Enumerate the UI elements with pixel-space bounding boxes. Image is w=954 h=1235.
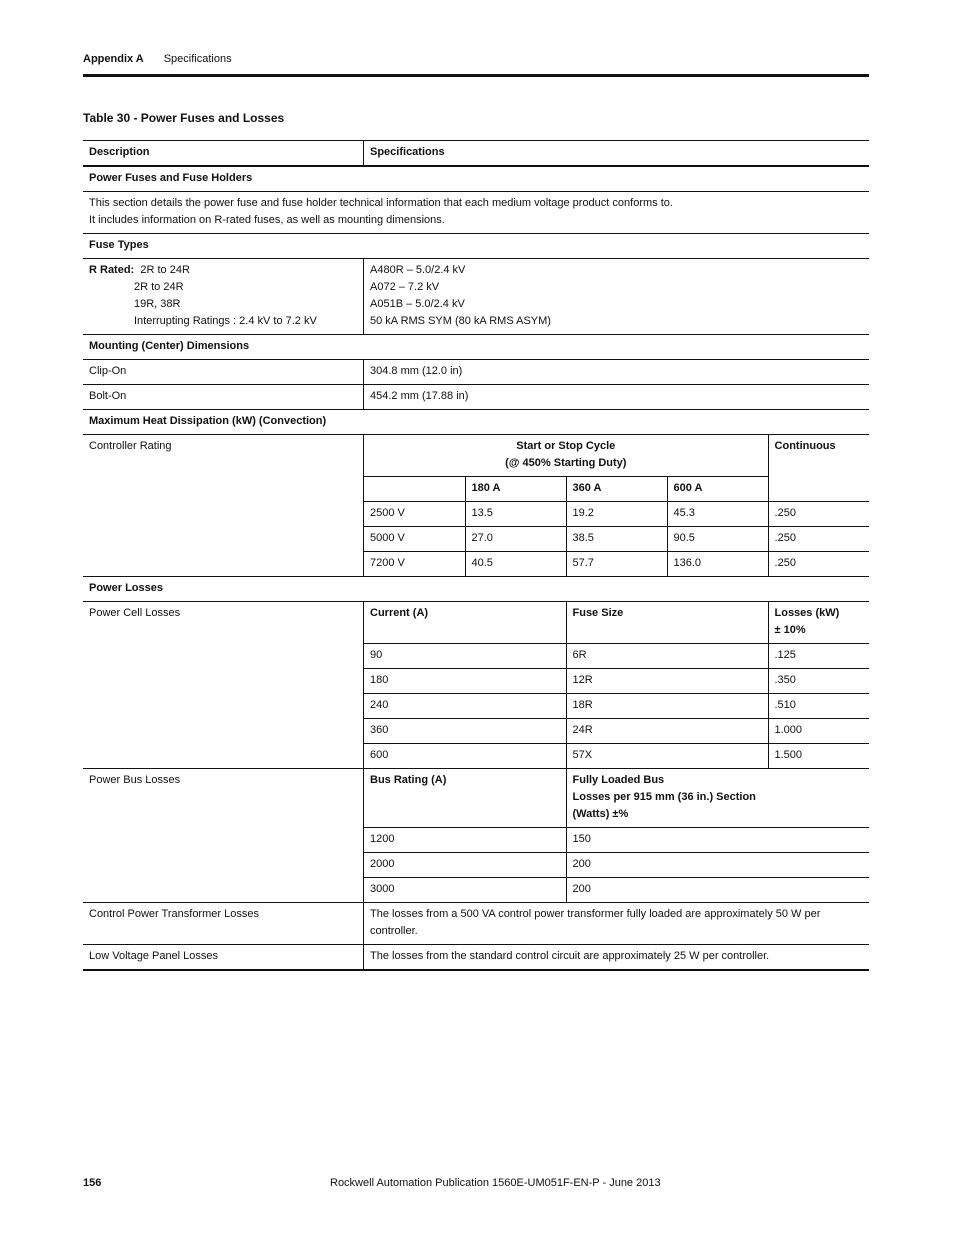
header-rule xyxy=(83,74,869,77)
section-row xyxy=(83,166,869,192)
loss: .510 xyxy=(768,694,869,719)
intro-row xyxy=(83,192,869,234)
bus-rating: 2000 xyxy=(364,853,566,878)
current: 600 xyxy=(364,744,566,769)
value-180a: 13.5 xyxy=(465,502,566,527)
fuse-size: 6R xyxy=(566,644,768,669)
current: 360 xyxy=(364,719,566,744)
heat-header-row xyxy=(364,435,869,477)
power-bus-table xyxy=(364,769,869,902)
bus-rating: 1200 xyxy=(364,828,566,853)
publication-footer: Rockwell Automation Publication 1560E-UM051F-EN-P - June 2013 xyxy=(330,1177,661,1189)
section-power-fuses: Power Fuses and Fuse Holders xyxy=(83,166,869,192)
loss: 1.500 xyxy=(768,744,869,769)
value-continuous: .250 xyxy=(768,502,869,527)
current: 90 xyxy=(364,644,566,669)
blank-cell xyxy=(364,477,465,502)
r-rated-spec-line: A051B – 5.0/2.4 kV xyxy=(370,298,465,310)
heat-data-row xyxy=(364,502,869,527)
heat-row xyxy=(83,435,869,577)
bus-rating: 3000 xyxy=(364,878,566,903)
intro-text xyxy=(83,192,869,234)
header-section: Appendix A xyxy=(83,53,144,65)
value-600a: 90.5 xyxy=(667,527,768,552)
r-rated-desc-line: Interrupting Ratings : 2.4 kV to 7.2 kV xyxy=(134,315,317,327)
section-row xyxy=(83,577,869,602)
section-row xyxy=(83,335,869,360)
heat-table xyxy=(364,435,869,576)
section-row xyxy=(83,410,869,435)
power-cell-data-row xyxy=(364,669,869,694)
mounting-label: Clip-On xyxy=(83,360,364,385)
mounting-label: Bolt-On xyxy=(83,385,364,410)
header-losses xyxy=(768,602,869,644)
section-heat-dissipation: Maximum Heat Dissipation (kW) (Convection) xyxy=(83,410,869,435)
power-cell-table xyxy=(364,602,869,768)
power-cell-data-row xyxy=(364,744,869,769)
section-fuse-types: Fuse Types xyxy=(83,234,869,259)
r-rated-spec xyxy=(364,259,870,335)
section-mounting: Mounting (Center) Dimensions xyxy=(83,335,869,360)
lv-label: Low Voltage Panel Losses xyxy=(83,945,364,971)
mounting-value: 454.2 mm (17.88 in) xyxy=(364,385,870,410)
header-bus-losses-line: (Watts) ±% xyxy=(572,808,629,820)
running-header xyxy=(83,53,232,65)
cycle-header xyxy=(364,435,768,477)
mounting-row xyxy=(83,360,869,385)
voltage: 7200 V xyxy=(364,552,465,577)
section-power-losses: Power Losses xyxy=(83,577,869,602)
section-row xyxy=(83,234,869,259)
amp-header: 360 A xyxy=(566,477,667,502)
value-600a: 136.0 xyxy=(667,552,768,577)
value-600a: 45.3 xyxy=(667,502,768,527)
header-fuse-size: Fuse Size xyxy=(566,602,768,644)
r-rated-desc-line: 19R, 38R xyxy=(134,298,181,310)
power-cell-data-row xyxy=(364,644,869,669)
value-continuous: .250 xyxy=(768,527,869,552)
voltage: 2500 V xyxy=(364,502,465,527)
intro-line: It includes information on R-rated fuses, as well as mounting dimensions. xyxy=(89,214,445,226)
power-cell-data-row xyxy=(364,719,869,744)
header-chapter: Specifications xyxy=(163,53,232,65)
value-360a: 19.2 xyxy=(566,502,667,527)
bus-loss: 200 xyxy=(566,878,869,903)
cpt-value: The losses from a 500 VA control power transformer fully loaded are approximately 50 W per controller. xyxy=(364,903,870,945)
lv-row xyxy=(83,945,869,971)
header-bus-losses xyxy=(566,769,869,828)
fuse-size: 12R xyxy=(566,669,768,694)
r-rated-desc xyxy=(83,259,364,335)
mounting-value: 304.8 mm (12.0 in) xyxy=(364,360,870,385)
lv-value: The losses from the standard control circuit are approximately 25 W per controller. xyxy=(364,945,870,971)
value-continuous: .250 xyxy=(768,552,869,577)
fuse-size: 18R xyxy=(566,694,768,719)
r-rated-spec-line: A072 – 7.2 kV xyxy=(370,281,440,293)
power-bus-row xyxy=(83,769,869,903)
col-header-specifications: Specifications xyxy=(364,141,870,167)
controller-rating-label: Controller Rating xyxy=(83,435,364,577)
column-header-row xyxy=(83,141,869,167)
amp-header: 180 A xyxy=(465,477,566,502)
intro-line: This section details the power fuse and fuse holder technical information that each medium voltage product conforms to. xyxy=(89,197,673,209)
continuous-header: Continuous xyxy=(768,435,869,502)
r-rated-line xyxy=(89,262,357,279)
value-180a: 40.5 xyxy=(465,552,566,577)
current: 180 xyxy=(364,669,566,694)
header-bus-rating: Bus Rating (A) xyxy=(370,774,447,786)
header-bus-losses-line: Fully Loaded Bus xyxy=(572,774,665,786)
r-rated-spec-line: 50 kA RMS SYM (80 kA RMS ASYM) xyxy=(370,315,551,327)
value-360a: 38.5 xyxy=(566,527,667,552)
page-number: 156 xyxy=(83,1177,102,1189)
heat-table-cell xyxy=(364,435,870,577)
power-bus-label: Power Bus Losses xyxy=(83,769,364,903)
power-bus-data-row xyxy=(364,853,869,878)
voltage: 5000 V xyxy=(364,527,465,552)
header-bus-losses-line: Losses per 915 mm (36 in.) Section xyxy=(572,791,756,803)
amp-header: 600 A xyxy=(667,477,768,502)
col-header-description: Description xyxy=(83,141,364,167)
heat-data-row xyxy=(364,552,869,577)
power-cell-header-row xyxy=(364,602,869,644)
power-cell-label: Power Cell Losses xyxy=(83,602,364,769)
cycle-header-line: Start or Stop Cycle xyxy=(516,440,616,452)
power-bus-data-row xyxy=(364,828,869,853)
value-180a: 27.0 xyxy=(465,527,566,552)
r-rated-label: R Rated: xyxy=(89,264,135,276)
cpt-row xyxy=(83,903,869,945)
power-bus-data-row xyxy=(364,878,869,903)
heat-data-row xyxy=(364,527,869,552)
power-bus-table-cell xyxy=(364,769,870,903)
power-cell-row xyxy=(83,602,869,769)
header-losses-line: ± 10% xyxy=(774,624,806,636)
loss: .350 xyxy=(768,669,869,694)
cpt-label: Control Power Transformer Losses xyxy=(83,903,364,945)
fuse-size: 24R xyxy=(566,719,768,744)
r-rated-spec-line: A480R – 5.0/2.4 kV xyxy=(370,264,466,276)
table-title: Table 30 - Power Fuses and Losses xyxy=(83,111,285,125)
loss: .125 xyxy=(768,644,869,669)
cycle-header-line: (@ 450% Starting Duty) xyxy=(505,457,627,469)
loss: 1.000 xyxy=(768,719,869,744)
header-current: Current (A) xyxy=(370,607,429,619)
current: 240 xyxy=(364,694,566,719)
r-rated-desc-line: 2R to 24R xyxy=(140,264,190,276)
bus-loss: 200 xyxy=(566,853,869,878)
power-cell-data-row xyxy=(364,694,869,719)
power-fuses-table xyxy=(83,140,869,971)
bus-loss: 150 xyxy=(566,828,869,853)
fuse-size: 57X xyxy=(566,744,768,769)
power-bus-header-row xyxy=(364,769,869,828)
header-losses-line: Losses (kW) xyxy=(774,607,840,619)
power-cell-table-cell xyxy=(364,602,870,769)
mounting-row xyxy=(83,385,869,410)
value-360a: 57.7 xyxy=(566,552,667,577)
r-rated-desc-line: 2R to 24R xyxy=(134,281,184,293)
r-rated-row xyxy=(83,259,869,335)
